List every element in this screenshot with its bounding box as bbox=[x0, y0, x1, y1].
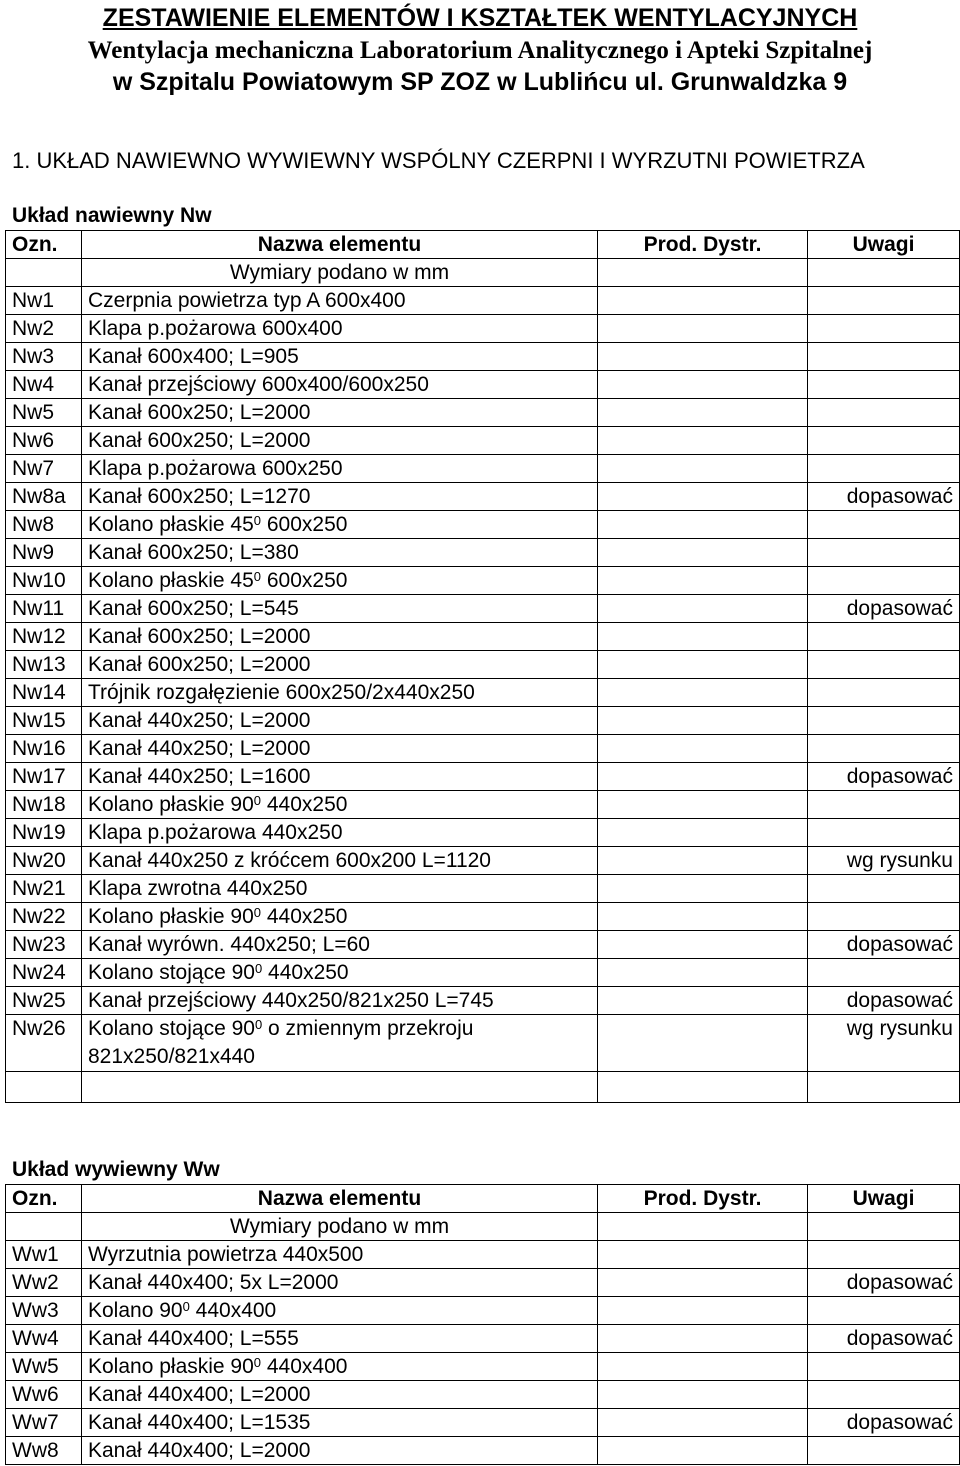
element-note: dopasować bbox=[808, 931, 960, 959]
element-note bbox=[808, 875, 960, 903]
header-prod: Prod. Dystr. bbox=[598, 231, 808, 259]
element-prod bbox=[598, 343, 808, 371]
element-code: Ww1 bbox=[6, 1241, 82, 1269]
degree-superscript: 0 bbox=[182, 1299, 190, 1314]
table-row bbox=[6, 595, 960, 623]
element-name-text: Kanał wyrówn. 440x250; L=60 bbox=[88, 933, 370, 956]
element-name bbox=[82, 959, 598, 987]
element-prod bbox=[598, 287, 808, 315]
header-ozn: Ozn. bbox=[6, 1185, 82, 1213]
element-note bbox=[808, 1353, 960, 1381]
degree-superscript: 0 bbox=[253, 793, 262, 808]
table-row bbox=[6, 847, 960, 875]
element-prod bbox=[598, 819, 808, 847]
table-row bbox=[6, 679, 960, 707]
element-note bbox=[808, 371, 960, 399]
header-uwagi: Uwagi bbox=[808, 1185, 960, 1213]
table-row bbox=[6, 511, 960, 539]
element-code: Nw26 bbox=[6, 1015, 82, 1072]
element-prod bbox=[598, 1015, 808, 1072]
element-code: Nw21 bbox=[6, 875, 82, 903]
element-prod bbox=[598, 987, 808, 1015]
element-prod bbox=[598, 651, 808, 679]
element-note: dopasować bbox=[808, 763, 960, 791]
element-note bbox=[808, 623, 960, 651]
table-row bbox=[6, 1437, 960, 1465]
table-row bbox=[6, 1297, 960, 1325]
element-prod bbox=[598, 483, 808, 511]
table-row bbox=[6, 651, 960, 679]
element-code: Nw6 bbox=[6, 427, 82, 455]
table-row bbox=[6, 371, 960, 399]
degree-superscript: 0 bbox=[253, 569, 262, 584]
element-note: dopasować bbox=[808, 1325, 960, 1353]
element-note bbox=[808, 735, 960, 763]
ww-table-title: Układ wywiewny Ww bbox=[12, 1158, 220, 1181]
element-name bbox=[82, 1381, 598, 1409]
element-name bbox=[82, 539, 598, 567]
units-note: Wymiary podano w mm bbox=[82, 259, 598, 287]
element-code: Ww3 bbox=[6, 1297, 82, 1325]
element-note bbox=[808, 399, 960, 427]
element-name bbox=[82, 847, 598, 875]
document-title: ZESTAWIENIE ELEMENTÓW I KSZTAŁTEK WENTYLACYJNYCH bbox=[102, 4, 858, 32]
element-code: Nw7 bbox=[6, 455, 82, 483]
element-name-suffix: 600x250 bbox=[261, 513, 348, 536]
degree-superscript: 0 bbox=[254, 961, 263, 976]
element-name bbox=[82, 483, 598, 511]
element-prod bbox=[598, 959, 808, 987]
element-name bbox=[82, 567, 598, 595]
section-title: 1. UKŁAD NAWIEWNO WYWIEWNY WSPÓLNY CZERPNI I WYRZUTNI POWIETRZA bbox=[12, 148, 865, 173]
element-name-text: Kanał przejściowy 600x400/600x250 bbox=[88, 373, 429, 396]
element-prod bbox=[598, 455, 808, 483]
element-name-text: Trójnik rozgałęzienie 600x250/2x440x250 bbox=[88, 681, 475, 704]
element-prod bbox=[598, 623, 808, 651]
element-code: Nw13 bbox=[6, 651, 82, 679]
element-code: Nw12 bbox=[6, 623, 82, 651]
element-name-text: Kolano płaskie 90 bbox=[88, 905, 254, 928]
element-name bbox=[82, 679, 598, 707]
element-name bbox=[82, 595, 598, 623]
table-row bbox=[6, 539, 960, 567]
units-row bbox=[6, 259, 960, 287]
element-prod bbox=[598, 1325, 808, 1353]
header-nazwa: Nazwa elementu bbox=[82, 231, 598, 259]
element-code: Nw16 bbox=[6, 735, 82, 763]
table-row bbox=[6, 763, 960, 791]
element-code: Nw1 bbox=[6, 287, 82, 315]
element-name-text: Kanał 440x250; L=1600 bbox=[88, 765, 311, 788]
header-nazwa: Nazwa elementu bbox=[82, 1185, 598, 1213]
table-row bbox=[6, 1269, 960, 1297]
element-name-text: Kanał przejściowy 440x250/821x250 L=745 bbox=[88, 989, 494, 1012]
element-name-text: Kanał 440x400; L=2000 bbox=[88, 1439, 311, 1462]
element-name-text: Kanał 600x250; L=2000 bbox=[88, 401, 311, 424]
element-name-suffix: 440x250 bbox=[262, 961, 349, 984]
element-name bbox=[82, 315, 598, 343]
table-header-row bbox=[6, 231, 960, 259]
units-note: Wymiary podano w mm bbox=[82, 1213, 598, 1241]
table-row bbox=[6, 959, 960, 987]
element-name bbox=[82, 987, 598, 1015]
element-code: Nw4 bbox=[6, 371, 82, 399]
element-note bbox=[808, 511, 960, 539]
element-name-text: Kanał 440x250 z króćcem 600x200 L=1120 bbox=[88, 849, 491, 872]
element-note bbox=[808, 1297, 960, 1325]
element-name-text: Kolano 90 bbox=[88, 1299, 183, 1322]
element-name bbox=[82, 763, 598, 791]
table-row bbox=[6, 819, 960, 847]
element-name-suffix: 440x250 bbox=[261, 793, 348, 816]
element-code: Nw2 bbox=[6, 315, 82, 343]
table-row bbox=[6, 791, 960, 819]
element-note bbox=[808, 1437, 960, 1465]
element-prod bbox=[598, 707, 808, 735]
element-note bbox=[808, 819, 960, 847]
element-name bbox=[82, 427, 598, 455]
document-subtitle-line1: Wentylacja mechaniczna Laboratorium Analitycznego i Apteki Szpitalnej bbox=[87, 37, 873, 64]
table-row bbox=[6, 399, 960, 427]
element-name-text: Klapa p.pożarowa 600x400 bbox=[88, 317, 343, 340]
element-name bbox=[82, 1325, 598, 1353]
element-note bbox=[808, 567, 960, 595]
element-prod bbox=[598, 679, 808, 707]
element-note: dopasować bbox=[808, 483, 960, 511]
ww-table bbox=[5, 1184, 960, 1465]
element-name bbox=[82, 1353, 598, 1381]
element-prod bbox=[598, 427, 808, 455]
element-name-text: Kanał 440x250; L=2000 bbox=[88, 737, 311, 760]
element-prod bbox=[598, 931, 808, 959]
element-code: Ww5 bbox=[6, 1353, 82, 1381]
element-name-text: Kolano płaskie 90 bbox=[88, 1355, 254, 1378]
element-prod bbox=[598, 1353, 808, 1381]
degree-superscript: 0 bbox=[253, 905, 262, 920]
element-note bbox=[808, 287, 960, 315]
element-name-text: Kanał 440x400; L=2000 bbox=[88, 1383, 311, 1406]
element-prod bbox=[598, 763, 808, 791]
element-note bbox=[808, 707, 960, 735]
element-name-suffix: 440x400 bbox=[261, 1355, 348, 1378]
element-name-text: Kanał 600x400; L=905 bbox=[88, 345, 299, 368]
element-code: Nw17 bbox=[6, 763, 82, 791]
table-row bbox=[6, 455, 960, 483]
element-prod bbox=[598, 595, 808, 623]
element-name-suffix: 600x250 bbox=[261, 569, 348, 592]
element-name-text: Kanał 600x250; L=545 bbox=[88, 597, 299, 620]
element-name bbox=[82, 455, 598, 483]
degree-superscript: 0 bbox=[253, 513, 262, 528]
element-code: Ww2 bbox=[6, 1269, 82, 1297]
units-row bbox=[6, 1213, 960, 1241]
table-row bbox=[6, 1353, 960, 1381]
element-name-suffix: 440x400 bbox=[189, 1299, 277, 1322]
element-name bbox=[82, 791, 598, 819]
element-note: dopasować bbox=[808, 595, 960, 623]
element-name-text: Klapa zwrotna 440x250 bbox=[88, 877, 308, 900]
element-prod bbox=[598, 371, 808, 399]
nw-table bbox=[5, 230, 960, 1103]
element-prod bbox=[598, 875, 808, 903]
element-name bbox=[82, 651, 598, 679]
element-prod bbox=[598, 539, 808, 567]
element-name-text: Kanał 600x250; L=2000 bbox=[88, 653, 311, 676]
element-name-text: Kanał 600x250; L=1270 bbox=[88, 485, 311, 508]
element-prod bbox=[598, 1381, 808, 1409]
element-code: Nw23 bbox=[6, 931, 82, 959]
element-name bbox=[82, 1297, 598, 1325]
nw-table-title: Układ nawiewny Nw bbox=[12, 204, 212, 227]
element-prod bbox=[598, 903, 808, 931]
element-prod bbox=[598, 1437, 808, 1465]
element-name bbox=[82, 399, 598, 427]
element-name-text: Klapa p.pożarowa 600x250 bbox=[88, 457, 343, 480]
element-name bbox=[82, 903, 598, 931]
table-row bbox=[6, 315, 960, 343]
element-name-text: Kolano stojące 90 bbox=[88, 961, 255, 984]
table-row bbox=[6, 707, 960, 735]
element-note bbox=[808, 903, 960, 931]
element-code: Nw10 bbox=[6, 567, 82, 595]
element-name-text: Kanał 600x250; L=2000 bbox=[88, 625, 311, 648]
degree-superscript: 0 bbox=[254, 1017, 263, 1032]
table-row bbox=[6, 987, 960, 1015]
element-note bbox=[808, 455, 960, 483]
element-note bbox=[808, 959, 960, 987]
element-name bbox=[82, 875, 598, 903]
element-name bbox=[82, 1241, 598, 1269]
element-prod bbox=[598, 399, 808, 427]
table-row bbox=[6, 875, 960, 903]
element-name-suffix: 440x250 bbox=[261, 905, 348, 928]
element-code: Nw3 bbox=[6, 343, 82, 371]
table-row bbox=[6, 903, 960, 931]
element-note: dopasować bbox=[808, 1409, 960, 1437]
header-prod: Prod. Dystr. bbox=[598, 1185, 808, 1213]
element-name bbox=[82, 1409, 598, 1437]
element-code: Nw24 bbox=[6, 959, 82, 987]
table-row bbox=[6, 623, 960, 651]
element-note: wg rysunku bbox=[808, 847, 960, 875]
degree-superscript: 0 bbox=[253, 1355, 262, 1370]
element-note: wg rysunku bbox=[808, 1015, 960, 1072]
element-prod bbox=[598, 847, 808, 875]
table-row bbox=[6, 1241, 960, 1269]
element-name bbox=[82, 343, 598, 371]
element-name-text: Kanał 440x250; L=2000 bbox=[88, 709, 311, 732]
element-name bbox=[82, 1015, 598, 1072]
header-ozn: Ozn. bbox=[6, 231, 82, 259]
element-prod bbox=[598, 1297, 808, 1325]
element-code: Ww8 bbox=[6, 1437, 82, 1465]
element-name bbox=[82, 623, 598, 651]
table-row bbox=[6, 567, 960, 595]
element-note: dopasować bbox=[808, 987, 960, 1015]
element-note bbox=[808, 1381, 960, 1409]
element-name bbox=[82, 287, 598, 315]
element-prod bbox=[598, 567, 808, 595]
document-subtitle-line2: w Szpitalu Powiatowym SP ZOZ w Lublińcu ul. Grunwaldzka 9 bbox=[112, 68, 848, 96]
element-name bbox=[82, 819, 598, 847]
table-row bbox=[6, 1325, 960, 1353]
element-note: dopasować bbox=[808, 1269, 960, 1297]
element-name-text: Kanał 440x400; 5x L=2000 bbox=[88, 1271, 339, 1294]
element-code: Nw14 bbox=[6, 679, 82, 707]
element-prod bbox=[598, 1409, 808, 1437]
element-code: Ww6 bbox=[6, 1381, 82, 1409]
element-name bbox=[82, 511, 598, 539]
element-note bbox=[808, 791, 960, 819]
element-name-line2: 821x250/821x440 bbox=[88, 1045, 255, 1068]
element-note bbox=[808, 651, 960, 679]
element-code: Nw25 bbox=[6, 987, 82, 1015]
element-code: Nw9 bbox=[6, 539, 82, 567]
element-prod bbox=[598, 1241, 808, 1269]
table-row bbox=[6, 427, 960, 455]
element-code: Nw15 bbox=[6, 707, 82, 735]
element-prod bbox=[598, 1269, 808, 1297]
element-code: Nw8a bbox=[6, 483, 82, 511]
table-row bbox=[6, 735, 960, 763]
element-name-text: Kolano stojące 90 bbox=[88, 1017, 255, 1040]
element-code: Ww7 bbox=[6, 1409, 82, 1437]
element-prod bbox=[598, 735, 808, 763]
element-name bbox=[82, 707, 598, 735]
element-name bbox=[82, 1437, 598, 1465]
element-note bbox=[808, 1241, 960, 1269]
element-prod bbox=[598, 511, 808, 539]
element-name-text: Kolano płaskie 45 bbox=[88, 569, 254, 592]
element-code: Nw20 bbox=[6, 847, 82, 875]
element-code: Nw18 bbox=[6, 791, 82, 819]
header-uwagi: Uwagi bbox=[808, 231, 960, 259]
element-name-text: Klapa p.pożarowa 440x250 bbox=[88, 821, 343, 844]
element-note bbox=[808, 343, 960, 371]
table-row bbox=[6, 343, 960, 371]
table-row bbox=[6, 1381, 960, 1409]
element-code: Nw11 bbox=[6, 595, 82, 623]
empty-row bbox=[6, 1072, 960, 1103]
element-note bbox=[808, 679, 960, 707]
element-name-text: Kanał 440x400; L=1535 bbox=[88, 1411, 311, 1434]
element-name-text: Wyrzutnia powietrza 440x500 bbox=[88, 1243, 364, 1266]
element-name bbox=[82, 931, 598, 959]
element-code: Nw5 bbox=[6, 399, 82, 427]
table-row bbox=[6, 287, 960, 315]
table-row bbox=[6, 483, 960, 511]
element-name-text: Kolano płaskie 45 bbox=[88, 513, 254, 536]
element-name-text: Kanał 600x250; L=2000 bbox=[88, 429, 311, 452]
element-prod bbox=[598, 791, 808, 819]
element-code: Ww4 bbox=[6, 1325, 82, 1353]
element-name-text: Kanał 440x400; L=555 bbox=[88, 1327, 299, 1350]
element-name-suffix: o zmiennym przekroju bbox=[262, 1017, 474, 1040]
element-name bbox=[82, 735, 598, 763]
element-name-text: Kanał 600x250; L=380 bbox=[88, 541, 299, 564]
element-note bbox=[808, 315, 960, 343]
element-code: Nw22 bbox=[6, 903, 82, 931]
element-prod bbox=[598, 315, 808, 343]
element-note bbox=[808, 539, 960, 567]
table-row bbox=[6, 1409, 960, 1437]
element-name-text: Kolano płaskie 90 bbox=[88, 793, 254, 816]
element-name bbox=[82, 1269, 598, 1297]
table-header-row bbox=[6, 1185, 960, 1213]
element-code: Nw19 bbox=[6, 819, 82, 847]
element-code: Nw8 bbox=[6, 511, 82, 539]
table-row bbox=[6, 931, 960, 959]
element-name bbox=[82, 371, 598, 399]
table-row bbox=[6, 1015, 960, 1072]
element-note bbox=[808, 427, 960, 455]
element-name-text: Czerpnia powietrza typ A 600x400 bbox=[88, 289, 406, 312]
